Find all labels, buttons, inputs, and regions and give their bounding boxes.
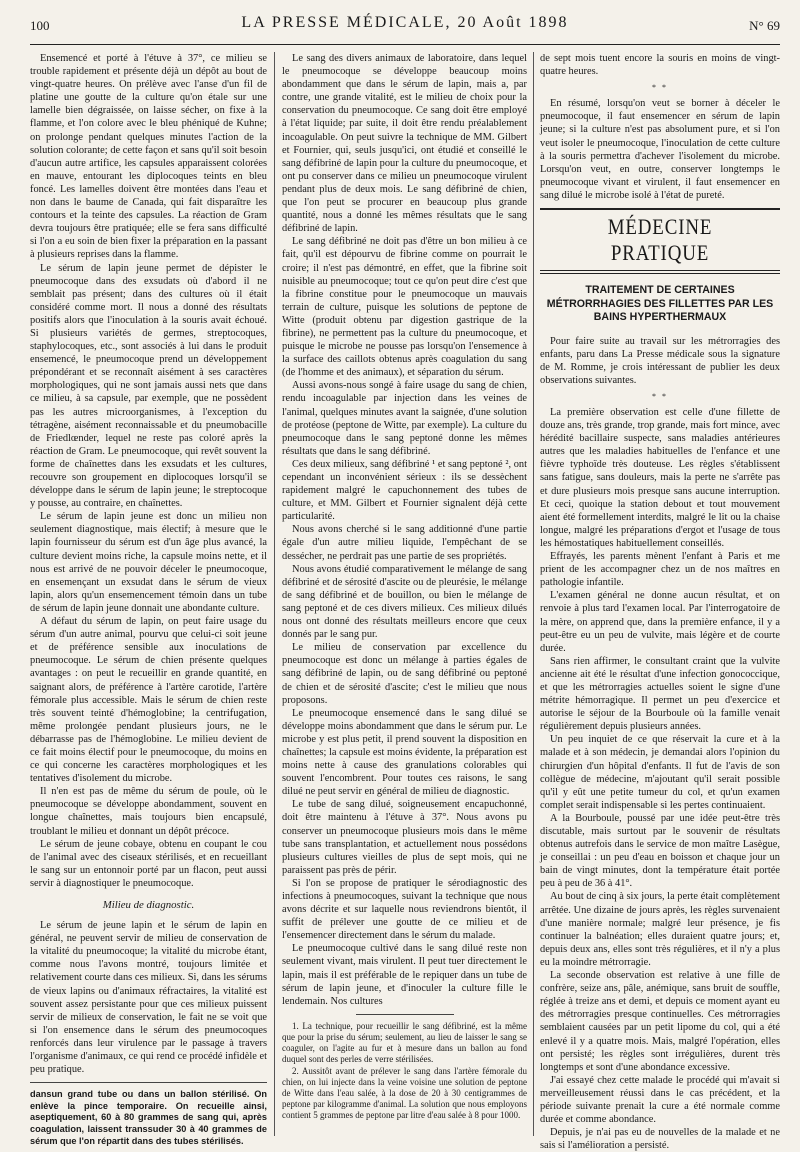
paragraph: La première observation est celle d'une fillette de douze ans, très grande, trop grande, mais fort mince, avec hérédité bacillaire suspecte, sans maladies antérieures autres que les maladies habituelles de l'enfance et une fièvre typhoïde très douteuse. Les règles s'établissent sans fatigue, sans douleurs, mais la perte ne s'arrête pas et dure plusieurs mois presque sans aucune interruption. Et ceci, quoique la station debout et tout mouvement aient été formellement interdits, malgré le lit ou la chaise longue, malgré les préparations d'ergot et l'usage de tous les hémostatiques habituellement conseillés.: [540, 407, 780, 549]
paragraph: Effrayés, les parents mènent l'enfant à Paris et me prient de les accompagner chez un de nos maîtres en pathologie infantile.: [540, 551, 780, 589]
column-rule-2: [533, 52, 534, 1136]
paragraph: Le sérum de lapin jeune permet de dépister le pneumocoque dans des exsudats où d'abord il ne semblait pas présent; dans des cultures où il était considéré comme mort. Il nous a donné des résultats positifs alors que l'inoculation à la souris avait échoué. Si plusieurs variétés de germes, streptocoques, staphylocoques, etc., sont associés à lui dans le produit ensemencé, le pneumocoque prend un développement prépondérant et se reconnaît aisément à ses caractères morphologiques, qui ne sont jamais aussi nets que dans ce milieu, à sa capsule, par exemple, que ne possèdent pas les autres microorganismes, à l'exception du tétragène, aisément reconnaissable et du pneumobacille de Friedlœnder, lequel ne reste pas coloré après la réaction de Gram. Le pneumocoque, qui revêt souvent la forme de chaînettes dans les exsudats et les cultures, recouvre son groupement en diplocoques lorsqu'il se développe dans le sérum de lapin jeune; le streptocoque y pousse, au contraire, en chaînettes.: [30, 262, 267, 510]
section-rule-double: [540, 270, 780, 274]
paragraph: Sans rien affirmer, le consultant craint que la vulvite ancienne ait été le résultat d'une infection gonococcique, et que les métrorragies actuelles soient le signe d'une métrite hémorragique. Il permet un peu d'exercice et autorise le séjour de la Bourboule où la famille venait régulièrement depuis plusieurs années.: [540, 655, 780, 733]
paragraph: Un peu inquiet de ce que réservait la cure et à la malade et à son médecin, je demandai alors l'opinion du chirurgien d'un hôpital d'enfants. Il fut de l'avis de son collègue de médecine, m'ajoutant qu'il serait possible qu'il y eût une petite tumeur du col, et qu'un examen complet serait indispensable si les pertes continuaient.: [540, 734, 780, 811]
page-number: 100: [30, 18, 50, 33]
paragraph: Depuis, je n'ai pas eu de nouvelles de la malade et ne sais si l'amélioration a persisté.: [540, 1127, 780, 1152]
column-3: [540, 52, 780, 1152]
paragraph: Le sang des divers animaux de laboratoire, dans lequel le pneumocoque se développe beaucoup moins abondamment que dans le sérum de lapin, mais a, par contre, une grande vitalité, est le milieu de choix pour la conservation du pneumocoque. Ce sang doit être employé à l'état liquide; par suite, il doit être rendu préalablement incoagulable. On peut suivre la technique de MM. Gilbert et Fournier, qui, seuls jusqu'ici, ont étudié et conseillé le sang défibriné de lapin pour la culture du pneumocoque, et ont pu conserver dans ce milieu un pneumocoque virulent pendant plus de deux mois. Le sang défibriné de chien, que l'on peut se procurer en beaucoup plus grande quantité, nous a donné les mêmes résultats que le sang défibriné de lapin.: [282, 53, 527, 235]
paragraph: Aussi avons-nous songé à faire usage du sang de chien, rendu incoagulable par injection dans les veines de l'animal, quelques minutes avant la saignée, d'une solution de protéose (peptone de Witte, par exemple). La culture du pneumocoque dans le sang peptoné donne les mêmes résultats que dans le sang défibriné.: [282, 380, 527, 457]
column-1: [30, 52, 267, 1146]
issue-number: N° 69: [749, 18, 780, 33]
paragraph: Nous avons étudié comparativement le mélange de sang défibriné et de sérosité d'ascite ou de pleurésie, le mélange de sang défibriné et de bouillon, ou bien le mélange de sang peptoné et de ces divers milieux. Ces milieux dilués nous ont donné des résultats meilleurs encore que ceux donnés par le sang pur.: [282, 563, 527, 641]
footnote: 2. Aussitôt avant de prélever le sang dans l'artère fémorale du chien, on lui injecte dans la veine voisine une solution de peptone de Witte dans l'eau salée, à la dose de 20 à 30 centigrammes de peptone par kilogramme d'animal. La solution que nous employons contient 5 grammes de peptone par litre d'eau salée à 8 pour 1000.: [282, 1065, 527, 1121]
paragraph: Ensemencé et porté à l'étuve à 37°, ce milieu se trouble rapidement et présente déjà un dépôt au bout de vingt-quatre heures. On prélève avec l'anse d'un fil de platine une goutte de la culture qu'on étale sur une lamelle bien dégraissée, on laisse sécher, on fixe à la flamme, et l'on colore avec le bleu phéniqué de Kuhne; on prolonge pendant quelques minutes l'action de la solution colorante; de cette façon et sans qu'il soit besoin d'aucun autre artifice, les capsules apparaissent colorées en mauve, entourant les diplocoques teints en bleu foncé. Les lamelles doivent être montées dans l'eau et non dans le baume de Canada, qui fait disparaître les contours et la teinte des capsules. La réaction de Gram devra toujours être pratiquée; elle se fera sans difficulté si l'on a eu soin de bien fixer la préparation en la passant à plusieurs reprises dans la flamme.: [30, 53, 267, 261]
paragraph: Au bout de cinq à six jours, la perte était complètement arrêtée. Une dizaine de jours après, les règles survenaient d'une manière normale; malgré leur présence, je fis continuer la balnéation; elles duraient quatre jours; et, depuis deux ans, elles sont très régulières, et il n'y a plus eu la moindre métrorragie.: [540, 891, 780, 968]
paragraph: Si l'on se propose de pratiquer le sérodiagnostic des infections à pneumocoques, suivant la technique que nous avons décrite et sur laquelle nous reviendrons bientôt, il suffit de prélever une goutte de ce milieu et de l'ensemencer directement dans le sérum du malade.: [282, 877, 527, 942]
summary-paragraph: En résumé, lorsqu'on veut se borner à déceler le pneumocoque, il faut ensemencer en sérum de lapin jeune; si la culture n'est pas absolument pure, et si l'on veut isoler le pneumocoque, l'inoculation de cette culture à la souris permettra d'achever l'isolement du microbe. Lorsqu'on veut, en outre, conserver longtemps le pneumocoque vivant et virulent, il faut ensemencer en sang dilué le microbe isolé à l'état de pureté.: [540, 98, 780, 201]
paragraph: A la Bourboule, poussé par une idée peut-être très discutable, mais surtout par le souvenir de résultats obtenus autrefois dans le service de mon maître Lasègue, je conseillai : un peu d'eau en boisson et chaque jour un bain de vingt minutes, dont la température était portée peu à peu de 36 à 41°.: [540, 812, 780, 890]
section-title: MÉDECINE PRATIQUE: [607, 214, 713, 266]
paragraph: Le sérum de jeune lapin et le sérum de lapin en général, ne peuvent servir de milieu de conservation de la vitalité du pneumocoque; la vitalité du microbe étant, comme nous l'avons montré, toujours limitée et relativement courte dans ces milieux. Si, dans les sérums de vieux lapins ou d'animaux réfractaires, la vitalité est souvent assez persistante pour que ces milieux puissent servir de milieux de conservation, le fait ne se voit que si l'on ensemence dans le sérum des pneumocoques renforcés dans leur virulence par le passage à travers l'organisme d'animaux, ce qui rend ce procédé infidèle et peu pratique.: [30, 920, 267, 1076]
section-stars: * *: [652, 391, 668, 401]
paragraph: Nous avons cherché si le sang additionné d'une partie égale d'un autre milieu liquide, l'empêchant de se dessécher, ne perdrait pas une partie de ses propriétés.: [282, 524, 527, 562]
paragraph: La seconde observation est relative à une fille de confrère, seize ans, pâle, anémique, sans bruit de souffle, réglée à treize ans et demi, et depuis ce moment ayant eu des métrorragies presque continuelles. Ces métrorragies semblaient causées par un petit lipome du col, qui a été enlevé il y a quatre mois. Mais, malgré l'opération, elles ont persisté; les règles sont irrégulières, durent très longtemps et sont d'une abondance excessive.: [540, 970, 780, 1073]
paragraph: Le tube de sang dilué, soigneusement encapuchonné, doit être maintenu à l'étuve à 37°. Nous avons pu conserver un pneumocoque plusieurs mois dans le même tube sans transplantation, et actuellement nous possédons plusieurs cultures vieilles de plus de sept mois, qui ne paraissent pas près de périr.: [282, 799, 527, 876]
paragraph: Ces deux milieux, sang défibriné ¹ et sang peptoné ², ont cependant un inconvénient sérieux : ils se dessèchent rapidement malgré le capuchonnement des tubes de culture, et MM. Gilbert et Fournier signalent déjà cette particularité.: [282, 458, 527, 523]
footnote: 1. La technique, pour recueillir le sang défibriné, est la même que pour la prise du sérum; seulement, au lieu de laisser le sang se coaguler, on l'agite au fur et à mesure dans un ballon au fond duquel sont des perles de verre stérilisées.: [282, 1020, 527, 1065]
page-header: [30, 14, 780, 38]
paragraph: Le milieu de conservation par excellence du pneumocoque est donc un mélange à parties égales de sang défibriné de lapin, ou de sang défibriné ou peptoné de chien et de sérosité d'ascite; c'est le milieu que nous proposons.: [282, 642, 527, 706]
paragraph: A défaut du sérum de lapin, on peut faire usage du sérum d'un autre animal, pourvu que celui-ci soit jeune et de préférence sensible aux inoculations de pneumocoque. Le sérum de chien présente quelques avantages : on peut le recueillir en grande quantité, en saignant alors, de préférence à l'artère carotide, l'artère fémorale plus accessible. Mais le sérum de chien reste très souvent teinté d'hémoglobine; la centrifugation, même prolongée pendant plusieurs jours, ne le débarrasse pas de l'hémoglobine. Le milieu devient de ce fait moins électif pour le pneumocoque, du moins en ce qui concerne les caractères morphologiques et les tentatives d'isolement du microbe.: [30, 616, 267, 785]
paragraph: Il n'en est pas de même du sérum de poule, où le pneumocoque se développe abondamment, souvent en longue chaînettes, mais toujours bien encapsulé, troublant le milieu et donnant un dépôt précoce.: [30, 786, 267, 837]
paragraph: J'ai essayé chez cette malade le procédé qui m'avait si merveilleusement réussi dans le cas précédent, et la période suivante prenait la cure a été normale comme durée et comme abondance.: [540, 1074, 780, 1126]
column-2: [282, 52, 527, 1136]
journal-title: LA PRESSE MÉDICALE, 20 Août 1898: [241, 14, 569, 31]
paragraph: Le sérum de jeune cobaye, obtenu en coupant le cou de l'animal avec des ciseaux stérilisés, et en recueillant le sang sur un entonnoir porté par un flacon, peut aussi servir à diagnostiquer le pneumocoque.: [30, 838, 267, 889]
paragraph: Le pneumocoque ensemencé dans le sang dilué se développe moins abondamment que dans le sérum pur. Le microbe y est plus petit, il prend souvent la disposition en chaînettes; la capsule est moins évidente, la préparation est moins nette à cause des granulations colorables qui souvent l'encombrent. Pour toutes ces raisons, le sang dilué ne peut servir en général de milieu de diagnostic.: [282, 707, 527, 798]
subheading: Milieu de diagnostic.: [102, 899, 195, 911]
column-rule-1: [274, 52, 275, 1136]
divider: [30, 1082, 267, 1083]
paragraph: Pour faire suite au travail sur les métrorragies des enfants, paru dans La Presse médicale sous la signature de M. Romme, je crois intéressant de publier les deux observations suivantes.: [540, 335, 780, 386]
section-rule: [540, 208, 780, 210]
paragraph: Le pneumocoque cultivé dans le sang dilué reste non seulement vivant, mais virulent. Il peut tuer directement le lapin, mais il est préférable de le repiquer dans un tube de sérum de lapin jeune, et d'inoculer la culture fille le lendemain. Nos cultures: [282, 943, 527, 1007]
paragraph: Le sang défibriné ne doit pas d'être un bon milieu à ce fait, qu'il est dépourvu de fibrine comme on pourrait le croire; il n'est pas démontré, en effet, que la fibrine soit nuisible au pneumocoque; tout ce qu'on peut dire c'est que la fibrine constitue pour le pneumocoque un mauvais terrain de culture, puisque les solutions de peptone de Witte (produit obtenu par digestion gastrique de la fibrine), ne permettent pas la culture du pneumocoque, et puisque le microbe ne pousse pas lorsqu'on l'ensemence à la surface des caillots obtenus après coagulation du sang (de l'homme et des animaux), et séparation du sérum.: [282, 236, 527, 379]
header-rule: [30, 44, 780, 45]
continued-note: dansun grand tube ou dans un ballon stérilisé. On enlève la pince temporaire. On recueille ainsi, aseptiquement, 60 à 80 grammes de sang qui, après coagulation, laissent transsuder 30 à 40 grammes de sérum que l'on répartit dans des tubes stérilisés.: [30, 1089, 267, 1146]
article-title: TRAITEMENT DE CERTAINES MÉTRORRHAGIES DES FILLETTES PAR LES BAINS HYPERTHERMAUX: [546, 284, 774, 324]
paragraph: de sept mois tuent encore la souris en moins de vingt-quatre heures.: [540, 53, 780, 78]
footnote-divider: [356, 1014, 454, 1015]
paragraph: Le sérum de lapin jeune est donc un milieu non seulement diagnostique, mais électif; à mesure que le lapin fournisseur du sérum est d'un âge plus avancé, la culture devient moins riche, la capsule moins nette, et il nous est arrivé de ne pouvoir déceler le pneumocoque, en ensemençant un exsudat dans le sérum de vieux lapin, alors qu'un ensemencement témoin dans un tube de sérum de lapin jeune donnait une abondante culture.: [30, 511, 267, 614]
paragraph: L'examen général ne donne aucun résultat, et on renvoie à plus tard l'examen local. Par l'interrogatoire de la mère, on apprend que, dans la première enfance, il y a peut-être eu un peu de vulvite, mais légère et de courte durée.: [540, 590, 780, 654]
section-stars: * *: [652, 83, 668, 93]
